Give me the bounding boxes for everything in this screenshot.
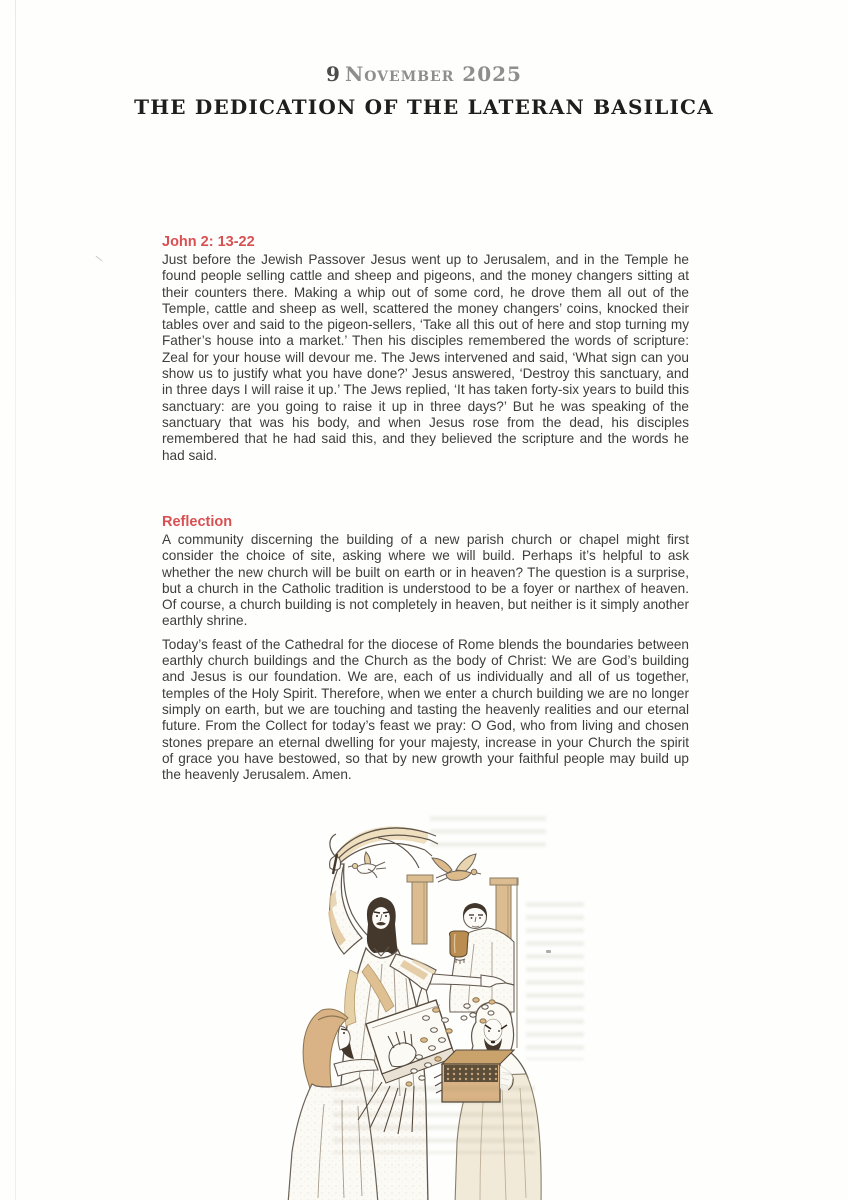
- scan-edge-artifact: [15, 0, 16, 1200]
- reflection-section: [162, 514, 689, 790]
- date-month-year: November 2025: [344, 62, 522, 86]
- date-heading: [0, 62, 848, 86]
- dove-icon: [432, 854, 481, 882]
- reflection-paragraph: Today’s feast of the Cathedral for the diocese of Rome blends the boundaries between earthly church buildings and the Church as the body of Christ: We are God’s building and Jesus is our foundation. We are, each of us individually and all of us together, temples of the Holy Spirit. Therefore, when we enter a church building we are no longer simply on earth, but we are touching and tasting the heavenly realities and our eternal future. From the Collect for today’s feast we pray: O God, who from living and chosen stones prepare an eternal dwelling for your majesty, increase in your Church the spirit of grace you have bestowed, so that by new growth your faithful people may build up the heavenly Jerusalem. Amen.: [162, 636, 689, 783]
- reflection-heading: Reflection: [162, 514, 233, 530]
- page-title: THE DEDICATION OF THE LATERAN BASILICA: [134, 95, 714, 119]
- stray-pen-mark: [96, 256, 103, 262]
- temple-cleansing-illustration: [278, 812, 554, 1200]
- whip: [330, 826, 438, 868]
- gospel-reference-heading: John 2: 13-22: [162, 234, 255, 250]
- gospel-text: Just before the Jewish Passover Jesus went up to Jerusalem, and in the Temple he found people selling cattle and sheep and pigeons, and the money changers sitting at their counters there. Making a whip out of some cord, he drove them all out of the Temple, cattle and sheep as well, scattered the money changers’ coins, knocked their tables over and said to the pigeon-sellers, ‘Take all this out of here and stop turning my Father’s house into a market.’ Then his disciples remembered the words of scripture: Zeal for your house will devour me. The Jews intervened and said, ‘What sign can you show us to justify what you have done?’ Jesus answered, ‘Destroy this sanctuary, and in three days I will raise it up.’ The Jews replied, ‘It has taken forty-six years to build this sanctuary: are you going to raise it up in three days?’ But he was speaking of the sanctuary that was his body, and when Jesus rose from the dead, his disciples remembered that he had said this, and they believed the scripture and the words he had said.: [162, 252, 689, 463]
- dove-icon: [348, 852, 386, 878]
- reflection-paragraph: A community discerning the building of a new parish church or chapel might first consider the choice of site, asking where we will build. Perhaps it’s helpful to ask whether the new church will be built on earth or in heaven? The question is a surprise, but a church in the Catholic tradition is understood to be a foyer or narthex of heaven. Of course, a church building is not completely in heaven, but neither is it simply another earthly shrine.: [162, 532, 689, 629]
- date-day: 9: [326, 62, 341, 86]
- temple-column-left: [407, 875, 433, 944]
- gospel-reading-section: [162, 234, 689, 471]
